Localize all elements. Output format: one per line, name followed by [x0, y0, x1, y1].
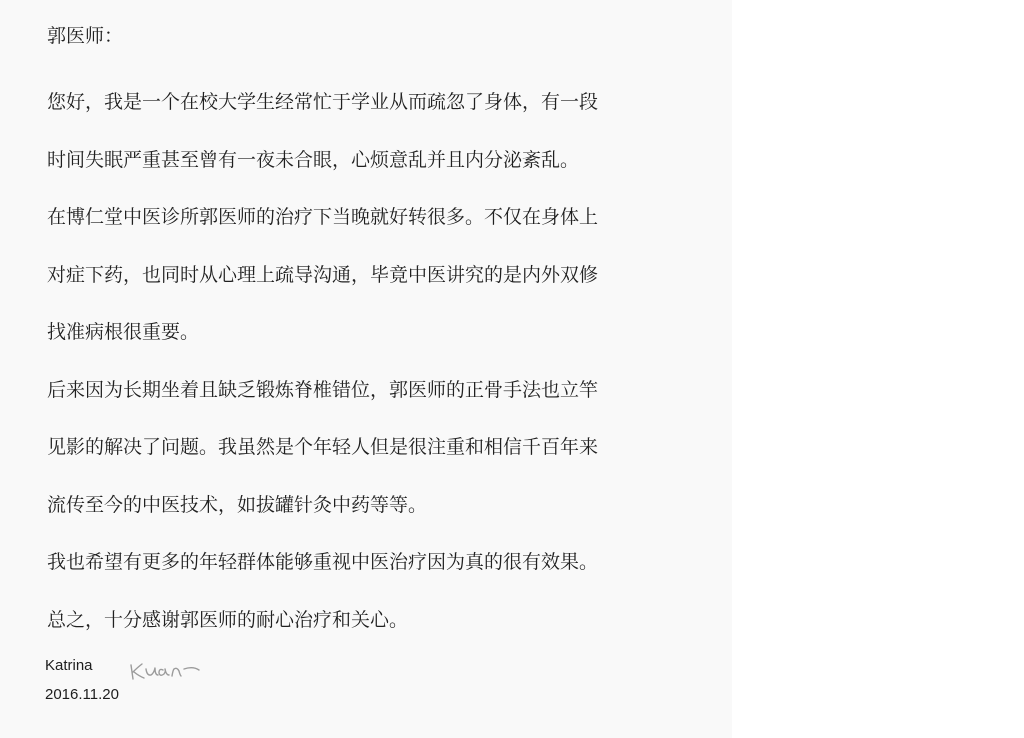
- author-name: Katrina: [45, 657, 93, 674]
- letter-line: 对症下药，也同时从心理上疏导沟通，毕竟中医讲究的是内外双修: [47, 264, 599, 286]
- letter-line: 时间失眠严重甚至曾有一夜未合眼，心烦意乱并且内分泌紊乱。: [47, 149, 580, 171]
- letter-line: 您好，我是一个在校大学生经常忙于学业从而疏忽了身体，有一段: [47, 91, 599, 113]
- letter-line: 总之，十分感谢郭医师的耐心治疗和关心。: [47, 609, 409, 631]
- letter-line: 流传至今的中医技术，如拔罐针灸中药等等。: [47, 494, 428, 516]
- salutation: 郭医师：: [47, 25, 124, 47]
- letter-line: 后来因为长期坐着且缺乏锻炼脊椎错位，郭医师的正骨手法也立竿: [47, 379, 599, 401]
- letter-line: 我也希望有更多的年轻群体能够重视中医治疗因为真的很有效果。: [47, 551, 599, 573]
- letter-line: 见影的解决了问题。我虽然是个年轻人但是很注重和相信千百年来: [47, 436, 599, 458]
- handwritten-signature: [127, 653, 203, 685]
- letter-date: 2016.11.20: [45, 686, 119, 703]
- letter-line: 在博仁堂中医诊所郭医师的治疗下当晚就好转很多。不仅在身体上: [47, 206, 599, 228]
- letter-line: 找准病根很重要。: [47, 321, 200, 343]
